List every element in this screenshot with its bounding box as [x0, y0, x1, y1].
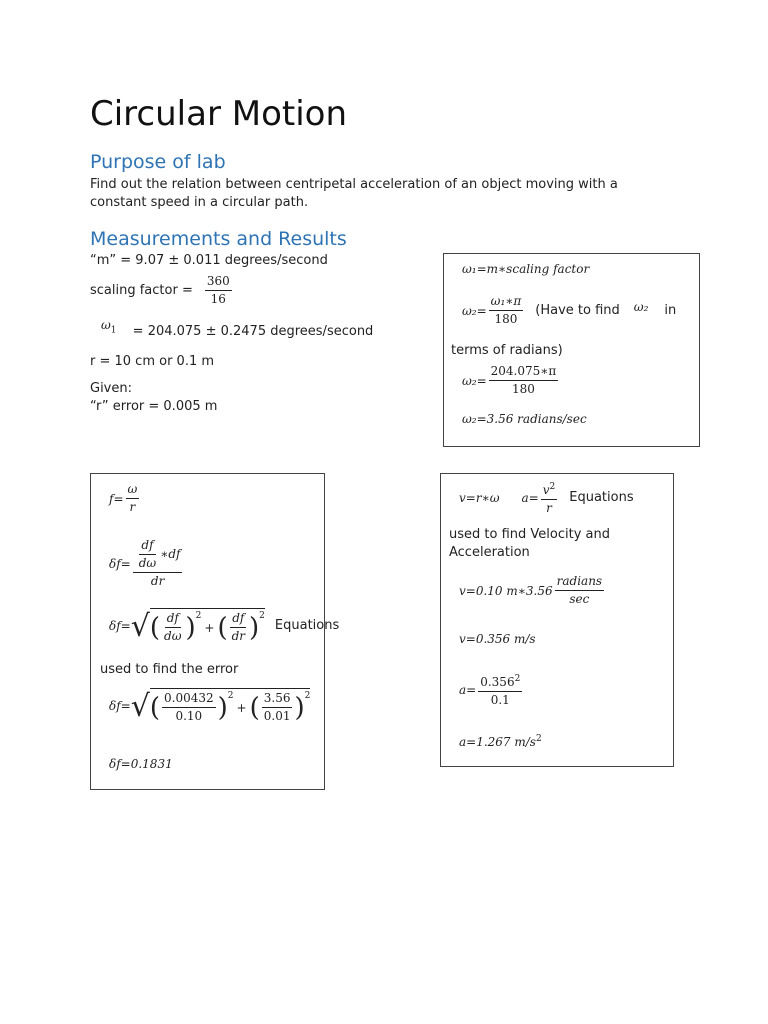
a-lhs: a= — [521, 491, 539, 505]
used-error-label: used to find the error — [100, 662, 239, 677]
df-inner-num: df — [139, 538, 155, 555]
omega-eq2 — [462, 294, 676, 327]
note-symbol: ω₂ — [633, 299, 649, 314]
n1-exp: 2 — [227, 691, 234, 701]
df-lhs: δf= — [109, 556, 131, 571]
note-a: (Have to find — [535, 302, 620, 318]
omega-eq4: ω₂=3.56 radians/sec — [462, 412, 587, 426]
eq2-den: 180 — [494, 312, 518, 326]
v2-fraction — [555, 574, 604, 607]
df-inner-den: dω — [138, 556, 157, 570]
note-c: terms of radians) — [451, 343, 563, 358]
numeric-plus: + — [236, 700, 247, 715]
r-measurement: r = 10 cm or 0.1 m — [90, 354, 215, 369]
d1-den: dω — [164, 629, 182, 643]
v2-den: sec — [569, 592, 590, 606]
n2-exp: 2 — [304, 691, 311, 701]
a2-den: 0.1 — [490, 693, 510, 707]
v2-eq — [459, 574, 606, 607]
df-num — [133, 538, 183, 573]
omega1-value — [101, 318, 374, 345]
df-fraction — [133, 538, 183, 589]
f-lhs: f= — [109, 491, 124, 506]
df-den: dr — [150, 574, 165, 588]
df-mul: ∗df — [160, 547, 181, 561]
v-eq: v=r∗ω — [459, 491, 500, 505]
eq3-fraction — [489, 364, 559, 397]
d2-exp: 2 — [259, 611, 265, 621]
f-num: ω — [126, 482, 140, 499]
d1-fraction — [162, 611, 183, 644]
d1-num: df — [165, 611, 181, 628]
sqrt-plus: + — [204, 620, 215, 635]
f-den: r — [129, 500, 136, 514]
numeric-lhs: δf= — [109, 699, 131, 713]
n2-den: 0.01 — [263, 709, 291, 723]
equations-label: Equations — [274, 618, 340, 633]
scaling-den: 16 — [210, 292, 226, 306]
omega-eq1: ω₁=m∗scaling factor — [462, 262, 590, 276]
n2-num: 3.56 — [262, 691, 293, 708]
note-b: in — [664, 302, 677, 318]
given-label: Given: — [90, 381, 132, 396]
n1-num: 0.00432 — [162, 691, 216, 708]
n1-fraction — [162, 691, 216, 724]
used-velocity-label: used to find Velocity and Acceleration — [449, 527, 610, 560]
n1-den: 0.10 — [175, 709, 203, 723]
df-eq — [109, 538, 184, 589]
omega-conversion-box — [443, 253, 700, 447]
numeric-sqrt-body: ( $\frac{0.00432}{0.10}$ ) 2 + ( $\frac{3.56}{0.01}$ ) 2 — [150, 688, 311, 724]
a-den: r — [546, 501, 552, 515]
v2-num: radians — [555, 574, 604, 591]
eq3-den: 180 — [512, 382, 535, 396]
d1-exp: 2 — [195, 611, 202, 621]
f-fraction — [126, 482, 140, 515]
eq2-num: ω₁∗π — [489, 294, 524, 311]
a2-eq — [459, 672, 524, 708]
a2-lhs: a= — [459, 683, 477, 697]
scaling-num: 360 — [205, 274, 232, 291]
page-title: Circular Motion — [90, 94, 347, 134]
sqrt-symbol: √ — [130, 608, 150, 644]
eq3-lhs: ω₂= — [462, 373, 487, 388]
a3-eq: a=1.267 $m/s^2$ — [459, 734, 542, 749]
sqrt-eq — [109, 608, 339, 644]
f-eq — [109, 482, 141, 515]
v-a-eq — [459, 480, 634, 516]
df-inner-fraction — [137, 538, 158, 571]
purpose-heading: Purpose of lab — [90, 151, 226, 173]
d2-fraction — [230, 611, 247, 644]
omega1-symbol: $\omega_1$ — [101, 318, 117, 336]
eq3-num: 204.075∗π — [489, 364, 559, 381]
v-equations-label: Equations — [569, 490, 634, 505]
n2-fraction — [262, 691, 293, 724]
scaling-label: scaling factor = — [90, 282, 193, 298]
d2-den: dr — [231, 629, 246, 643]
eq2-lhs: ω₂= — [462, 303, 487, 318]
scaling-factor — [90, 274, 234, 307]
numeric-sqrt-symbol: √ — [130, 688, 150, 724]
error-box — [90, 473, 340, 790]
sqrt-body: ( $\frac{df}{d\omega}$ ) 2 + ( $\frac{df}{dr}$ ) 2 — [150, 608, 265, 644]
a2-num: 0.356$^2$ — [478, 672, 522, 692]
d2-num: df — [230, 611, 246, 628]
v3-eq: v=0.356 m/s — [459, 632, 536, 646]
r-error: “r” error = 0.005 m — [90, 399, 218, 414]
eq2-fraction — [489, 294, 524, 327]
velocity-box — [440, 473, 674, 767]
error-result: δf=0.1831 — [109, 757, 173, 771]
purpose-text: Find out the relation between centripetal acceleration of an object moving with a constant speed in a circular path. — [90, 177, 618, 210]
omega-eq3 — [462, 364, 560, 397]
v2-lhs: v=0.10 m∗3.56 — [459, 583, 553, 598]
measurements-heading: Measurements and Results — [90, 228, 347, 250]
numeric-sqrt-eq — [109, 688, 310, 724]
a2-fraction — [478, 672, 522, 708]
a-fraction — [541, 480, 558, 516]
omega1-text: = 204.075 ± 0.2475 degrees/second — [132, 324, 374, 339]
sqrt-lhs: δf= — [109, 619, 131, 633]
m-measurement: “m” = 9.07 ± 0.011 degrees/second — [90, 253, 328, 268]
a-num: $v^2$ — [541, 480, 558, 500]
scaling-fraction — [205, 274, 232, 307]
